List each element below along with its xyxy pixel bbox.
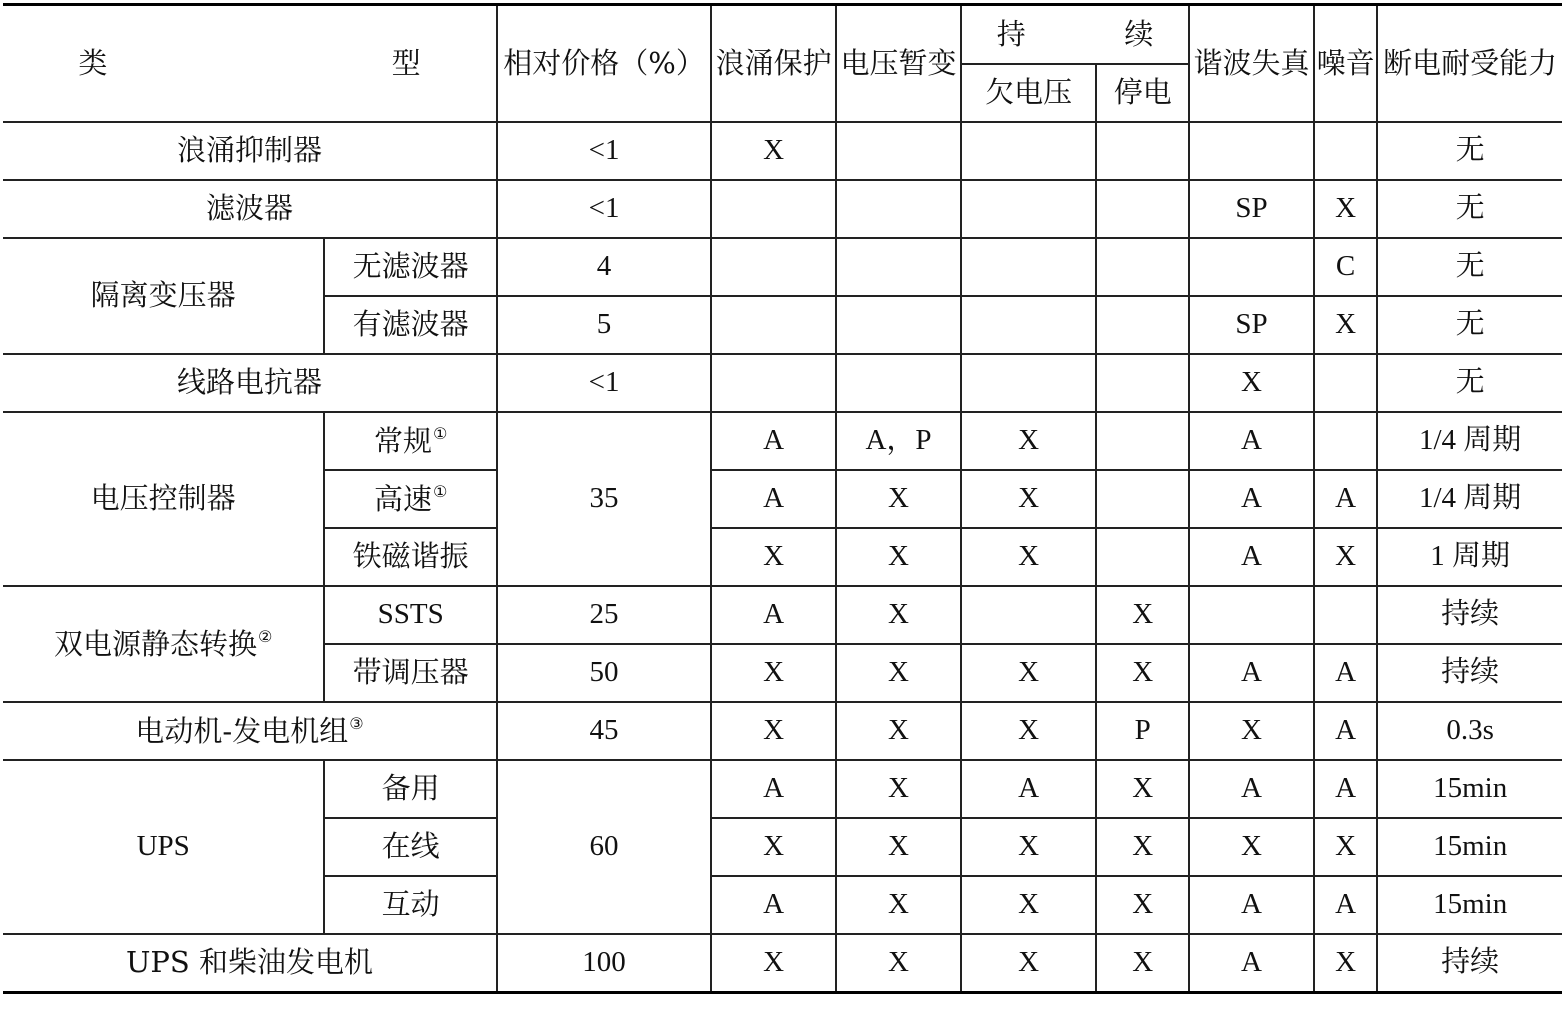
header-noise: 噪音 [1314, 5, 1377, 123]
row-subtype: 铁磁谐振 [324, 528, 497, 586]
cell-undervoltage [961, 354, 1096, 412]
cell-ride-through: 无 [1377, 180, 1562, 238]
header-ride-through: 断电耐受能力 [1377, 5, 1562, 123]
cell-noise: A [1314, 644, 1377, 702]
cell-surge: A [711, 876, 836, 934]
header-sustained: 持 续 [961, 5, 1189, 65]
cell-undervoltage: X [961, 702, 1096, 760]
power-conditioning-comparison-table [3, 3, 1562, 994]
cell-ride-through: 0.3s [1377, 702, 1562, 760]
row-type [3, 702, 497, 760]
type-label: 电动机-发电机组 [135, 713, 349, 748]
cell-surge: X [711, 702, 836, 760]
cell-ride-through: 15min [1377, 760, 1562, 818]
footnote-marker: ② [258, 626, 273, 646]
cell-undervoltage: X [961, 412, 1096, 470]
row-type: 线路电抗器 [3, 354, 497, 412]
cell-noise: A [1314, 876, 1377, 934]
cell-undervoltage: X [961, 644, 1096, 702]
cell-price: 60 [497, 760, 711, 934]
cell-sag: X [836, 702, 961, 760]
cell-outage: P [1096, 702, 1189, 760]
row-subtype: 带调压器 [324, 644, 497, 702]
cell-noise: X [1314, 296, 1377, 354]
cell-price: 100 [497, 934, 711, 993]
cell-harmonic [1189, 238, 1314, 296]
cell-undervoltage [961, 296, 1096, 354]
header-row-1 [3, 5, 1562, 65]
cell-ride-through: 1 周期 [1377, 528, 1562, 586]
cell-harmonic: X [1189, 818, 1314, 876]
cell-noise [1314, 122, 1377, 180]
cell-outage: X [1096, 876, 1189, 934]
cell-surge: X [711, 644, 836, 702]
cell-harmonic: SP [1189, 296, 1314, 354]
cell-sag: X [836, 644, 961, 702]
header-surge-protection: 浪涌保护 [711, 5, 836, 123]
cell-outage [1096, 122, 1189, 180]
header-harmonic-distortion: 谐波失真 [1189, 5, 1314, 123]
footnote-marker: ③ [349, 713, 364, 733]
cell-harmonic: A [1189, 470, 1314, 528]
cell-undervoltage: X [961, 934, 1096, 993]
cell-surge [711, 354, 836, 412]
cell-ride-through: 无 [1377, 354, 1562, 412]
cell-outage [1096, 528, 1189, 586]
cell-harmonic: A [1189, 528, 1314, 586]
cell-surge [711, 296, 836, 354]
cell-surge: A [711, 586, 836, 644]
cell-undervoltage [961, 586, 1096, 644]
row-type: UPS [3, 760, 324, 934]
cell-surge [711, 180, 836, 238]
cell-harmonic: A [1189, 934, 1314, 993]
cell-surge: A [711, 470, 836, 528]
cell-sag [836, 238, 961, 296]
cell-harmonic: A [1189, 412, 1314, 470]
cell-ride-through: 15min [1377, 818, 1562, 876]
subtype-label: 常规 [373, 423, 432, 458]
type-label: 双电源静态转换 [53, 626, 257, 661]
header-type: 类 型 [3, 5, 497, 123]
cell-undervoltage [961, 122, 1096, 180]
footnote-marker: ① [433, 481, 448, 501]
cell-undervoltage: A [961, 760, 1096, 818]
cell-ride-through: 持续 [1377, 934, 1562, 993]
cell-outage: X [1096, 934, 1189, 993]
cell-harmonic: X [1189, 354, 1314, 412]
cell-sag [836, 354, 961, 412]
row-subtype: 备用 [324, 760, 497, 818]
cell-ride-through: 1/4 周期 [1377, 470, 1562, 528]
row-subtype: 有滤波器 [324, 296, 497, 354]
cell-noise: X [1314, 818, 1377, 876]
cell-undervoltage: X [961, 528, 1096, 586]
row-subtype: 互动 [324, 876, 497, 934]
cell-price: <1 [497, 354, 711, 412]
footnote-marker: ① [433, 423, 448, 443]
cell-price: 4 [497, 238, 711, 296]
cell-outage: X [1096, 760, 1189, 818]
cell-price: 5 [497, 296, 711, 354]
cell-sag: X [836, 528, 961, 586]
cell-ride-through: 无 [1377, 238, 1562, 296]
cell-sag: X [836, 586, 961, 644]
cell-outage [1096, 354, 1189, 412]
table-row [3, 180, 1562, 238]
cell-outage [1096, 296, 1189, 354]
cell-ride-through: 持续 [1377, 586, 1562, 644]
cell-sag: X [836, 934, 961, 993]
cell-price: 45 [497, 702, 711, 760]
cell-sag [836, 122, 961, 180]
cell-undervoltage: X [961, 818, 1096, 876]
cell-noise: X [1314, 528, 1377, 586]
cell-outage [1096, 238, 1189, 296]
table-row [3, 702, 1562, 760]
cell-surge: X [711, 934, 836, 993]
row-type [3, 586, 324, 702]
row-subtype: SSTS [324, 586, 497, 644]
row-type: 隔离变压器 [3, 238, 324, 354]
cell-surge: A [711, 760, 836, 818]
cell-outage [1096, 470, 1189, 528]
cell-noise: X [1314, 180, 1377, 238]
cell-noise: A [1314, 702, 1377, 760]
cell-outage: X [1096, 818, 1189, 876]
cell-ride-through: 15min [1377, 876, 1562, 934]
cell-harmonic: X [1189, 702, 1314, 760]
table-row [3, 238, 1562, 296]
cell-noise: A [1314, 470, 1377, 528]
cell-undervoltage [961, 180, 1096, 238]
header-relative-price: 相对价格（%） [497, 5, 711, 123]
cell-harmonic [1189, 122, 1314, 180]
cell-sag: X [836, 760, 961, 818]
cell-price: 25 [497, 586, 711, 644]
cell-price: <1 [497, 180, 711, 238]
row-subtype: 在线 [324, 818, 497, 876]
cell-surge: X [711, 818, 836, 876]
cell-noise: X [1314, 934, 1377, 993]
cell-surge [711, 238, 836, 296]
cell-sag [836, 296, 961, 354]
cell-undervoltage: X [961, 876, 1096, 934]
cell-ride-through: 1/4 周期 [1377, 412, 1562, 470]
cell-price: 50 [497, 644, 711, 702]
row-type: 浪涌抑制器 [3, 122, 497, 180]
cell-surge: X [711, 528, 836, 586]
cell-sag: X [836, 818, 961, 876]
cell-undervoltage: X [961, 470, 1096, 528]
row-subtype [324, 470, 497, 528]
cell-sag: X [836, 876, 961, 934]
cell-sag: X [836, 470, 961, 528]
cell-undervoltage [961, 238, 1096, 296]
table-row [3, 586, 1562, 644]
cell-ride-through: 无 [1377, 122, 1562, 180]
cell-harmonic: A [1189, 876, 1314, 934]
row-subtype [324, 412, 497, 470]
cell-harmonic [1189, 586, 1314, 644]
cell-outage: X [1096, 644, 1189, 702]
row-type: 电压控制器 [3, 412, 324, 586]
cell-outage [1096, 180, 1189, 238]
cell-harmonic: A [1189, 760, 1314, 818]
cell-noise [1314, 354, 1377, 412]
cell-noise: A [1314, 760, 1377, 818]
cell-harmonic: A [1189, 644, 1314, 702]
row-type: 滤波器 [3, 180, 497, 238]
table-row [3, 412, 1562, 470]
cell-sag [836, 180, 961, 238]
cell-sag: A，P [836, 412, 961, 470]
cell-price: 35 [497, 412, 711, 586]
cell-noise [1314, 412, 1377, 470]
cell-surge: A [711, 412, 836, 470]
cell-surge: X [711, 122, 836, 180]
row-subtype: 无滤波器 [324, 238, 497, 296]
header-voltage-sag: 电压暂变 [836, 5, 961, 123]
subtype-label: 高速 [373, 481, 432, 516]
cell-ride-through: 无 [1377, 296, 1562, 354]
table-row [3, 122, 1562, 180]
header-undervoltage: 欠电压 [961, 64, 1096, 122]
cell-outage [1096, 412, 1189, 470]
header-outage: 停电 [1096, 64, 1189, 122]
cell-outage: X [1096, 586, 1189, 644]
cell-noise [1314, 586, 1377, 644]
cell-price: <1 [497, 122, 711, 180]
cell-ride-through: 持续 [1377, 644, 1562, 702]
table-row [3, 354, 1562, 412]
table-row [3, 934, 1562, 993]
cell-harmonic: SP [1189, 180, 1314, 238]
cell-noise: C [1314, 238, 1377, 296]
row-type: UPS 和柴油发电机 [3, 934, 497, 993]
table-row [3, 760, 1562, 818]
